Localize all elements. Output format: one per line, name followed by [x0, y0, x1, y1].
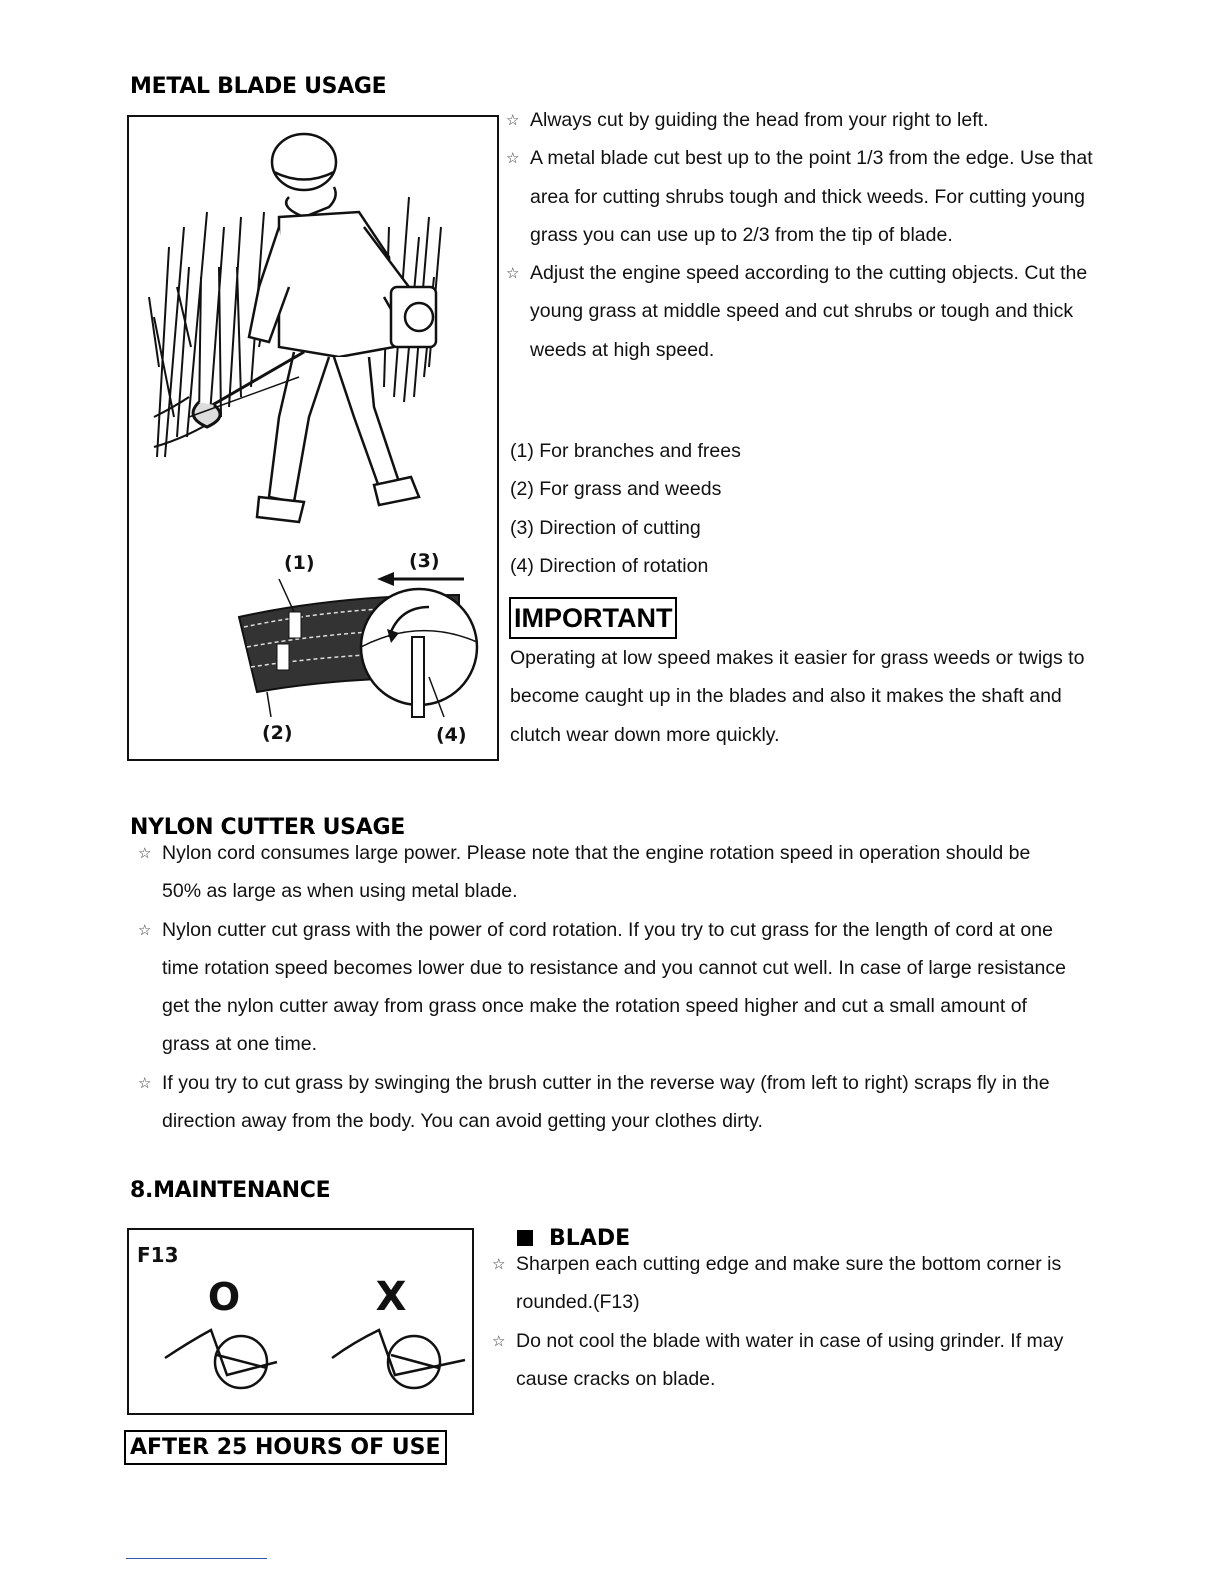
legend-item: (1) For branches and frees	[510, 440, 741, 462]
metal-blade-heading: METAL BLADE USAGE	[130, 74, 387, 99]
blade-diagram	[239, 579, 477, 717]
bad-blade-drawing	[332, 1330, 465, 1388]
legend-item: (2) For grass and weeds	[510, 478, 722, 501]
star-icon: ☆	[506, 149, 520, 168]
label-2: (2)	[262, 722, 293, 744]
list-item: ☆ Adjust the engine speed according to the cutting objects. Cut the young grass at middle speed and cut shrubs or tough and thick weeds at high speed.	[506, 254, 1096, 369]
metal-blade-bullets	[506, 101, 1096, 369]
star-icon: ☆	[506, 264, 520, 283]
after-hours-label: AFTER 25 HOURS OF USE	[124, 1430, 447, 1465]
star-icon: ☆	[138, 844, 152, 862]
bad-symbol: X	[375, 1274, 407, 1320]
blade-title: BLADE	[517, 1226, 630, 1251]
good-blade-drawing	[165, 1330, 277, 1388]
list-item: ☆ Do not cool the blade with water in case of using grinder. If may cause cracks on blade.	[492, 1322, 1092, 1399]
star-icon: ☆	[138, 1073, 152, 1092]
good-symbol: O	[207, 1275, 241, 1319]
cutting-direction-arrow	[377, 572, 464, 586]
important-text: Operating at low speed makes it easier for grass weeds or twigs to become caught up in the blades and also it makes the shaft and clutch wear down more quickly.	[510, 647, 1085, 746]
star-icon: ☆	[492, 1331, 506, 1350]
nylon-cutter-bullets	[138, 834, 1073, 1140]
f13-figure	[127, 1228, 474, 1415]
list-item: ☆ Nylon cutter cut grass with the power of cord rotation. If you try to cut grass for the length of cord at one time rotation speed becomes lower due to resistance and you cannot cut well. In case of large resistance get the nylon cutter away from grass once make the rotation speed higher and cut a small amount of grass at one time.	[138, 911, 1073, 1064]
star-icon: ☆	[506, 111, 520, 129]
blade-sharpening-diagram	[129, 1230, 471, 1412]
maintenance-heading: 8.MAINTENANCE	[130, 1178, 331, 1203]
operator-drawing	[249, 134, 436, 522]
label-4: (4)	[436, 724, 467, 746]
operator-illustration	[129, 117, 496, 758]
star-icon: ☆	[138, 920, 152, 939]
important-label: IMPORTANT	[509, 597, 677, 639]
list-item: ☆ Nylon cord consumes large power. Please note that the engine rotation speed in operation should be 50% as large as when using metal blade.	[138, 834, 1073, 911]
footer-rule	[126, 1558, 267, 1559]
list-item: ☆ A metal blade cut best up to the point 1/3 from the edge. Use that area for cutting shrubs tough and thick weeds. For cutting young grass you can use up to 2/3 from the tip of blade.	[506, 139, 1096, 254]
blade-bullets	[492, 1245, 1092, 1398]
square-bullet-icon	[517, 1230, 533, 1246]
label-3: (3)	[409, 550, 440, 572]
legend-item: (3) Direction of cutting	[510, 516, 701, 539]
list-item: ☆ Always cut by guiding the head from your right to left.	[506, 101, 1096, 139]
metal-blade-figure	[127, 115, 499, 761]
star-icon: ☆	[492, 1255, 506, 1273]
figure-label: F13	[137, 1243, 179, 1267]
figure-legend	[510, 432, 910, 585]
nylon-cutter-heading: NYLON CUTTER USAGE	[130, 815, 405, 840]
label-1: (1)	[284, 552, 315, 574]
list-item: ☆ If you try to cut grass by swinging the brush cutter in the reverse way (from left to right) scraps fly in the direction away from the body. You can avoid getting your clothes dirty.	[138, 1064, 1073, 1141]
list-item: ☆ Sharpen each cutting edge and make sure the bottom corner is rounded.(F13)	[492, 1245, 1092, 1322]
legend-item: (4) Direction of rotation	[510, 554, 709, 577]
